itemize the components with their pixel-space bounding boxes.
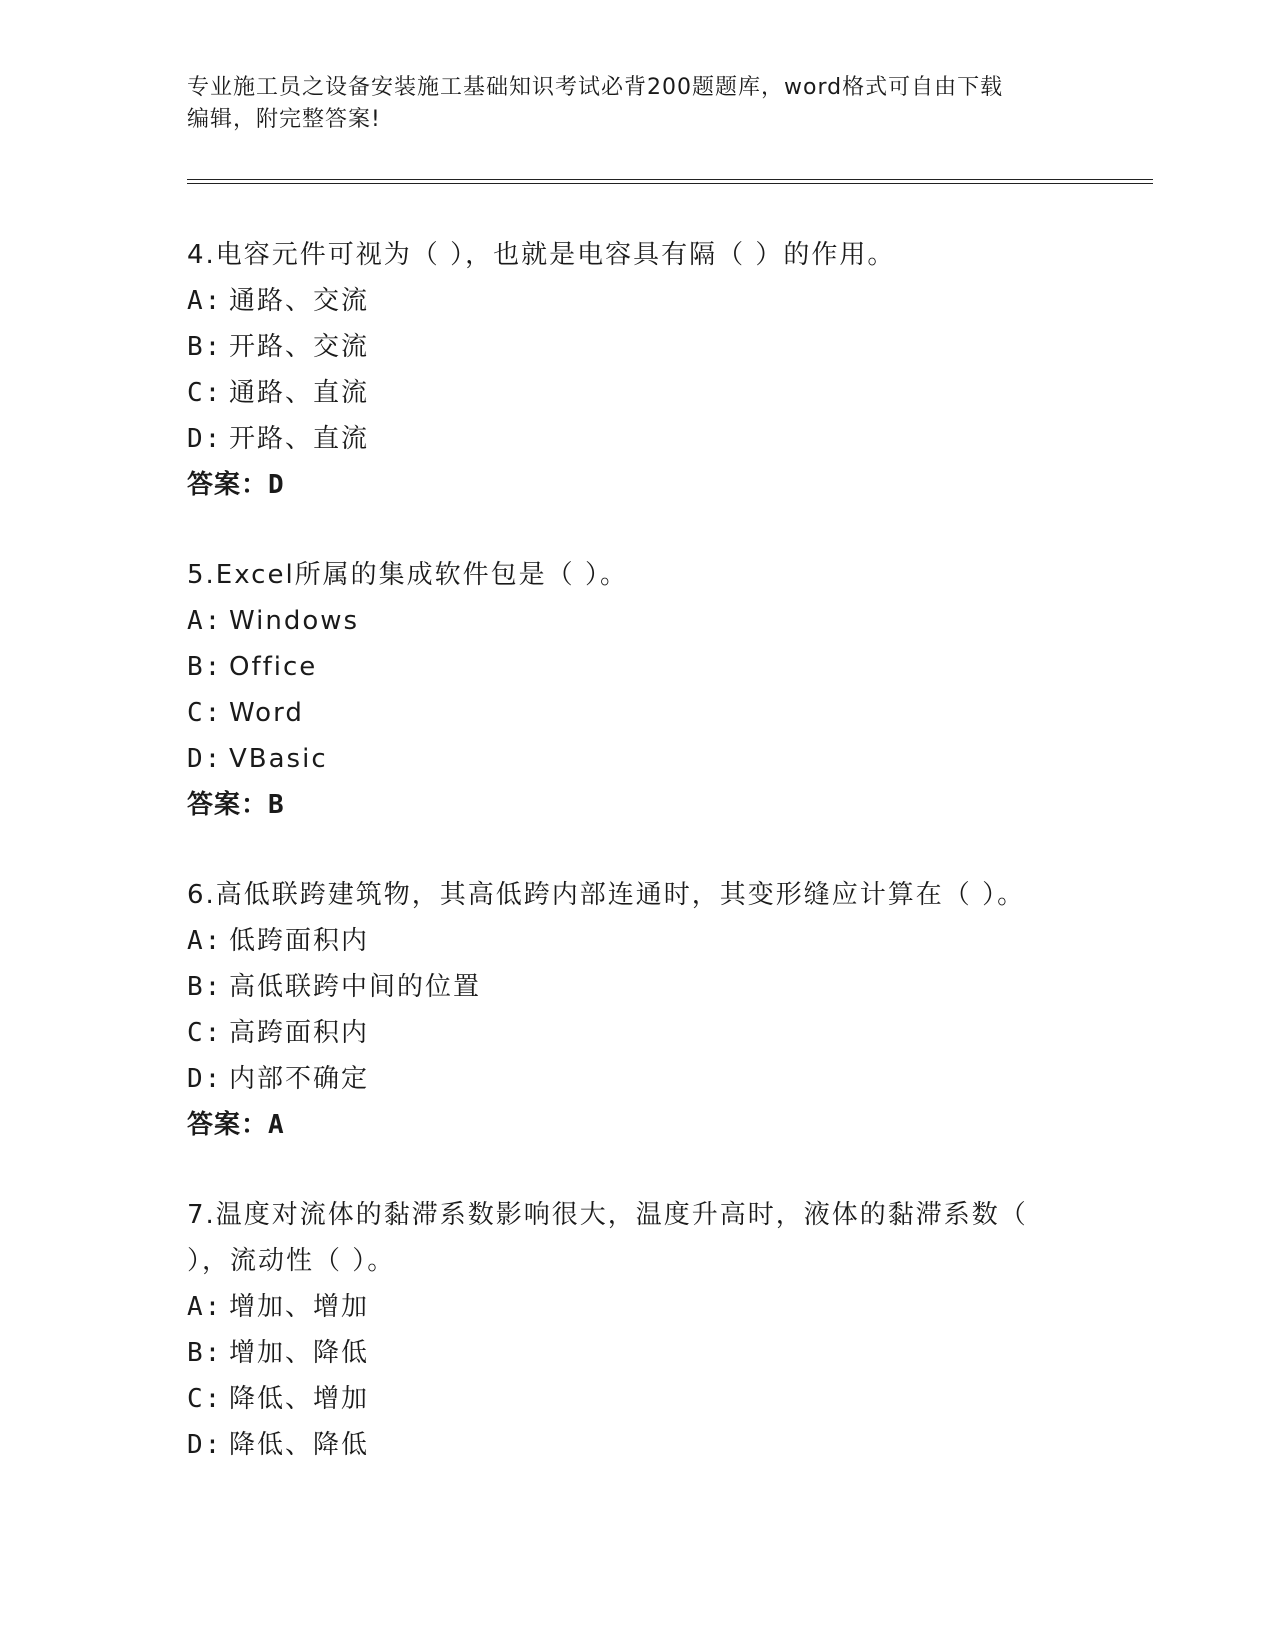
option-c xyxy=(187,370,1107,416)
option-text: 通路、交流 xyxy=(229,286,370,316)
option-key: A: xyxy=(187,1292,223,1322)
option-key: C: xyxy=(187,378,223,408)
option-text: 开路、交流 xyxy=(229,332,370,362)
option-text: 内部不确定 xyxy=(229,1064,370,1094)
option-key: D: xyxy=(187,1430,223,1460)
answer-label: 答案： xyxy=(187,470,269,500)
answer-line xyxy=(187,462,1107,508)
option-a xyxy=(187,1284,1107,1330)
option-text: 通路、直流 xyxy=(229,378,370,408)
question-stem: 6.高低联跨建筑物，其高低跨内部连通时，其变形缝应计算在（ ）。 xyxy=(187,880,1026,910)
header-line-2: 编辑，附完整答案! xyxy=(187,107,381,132)
option-key: B: xyxy=(187,1338,223,1368)
option-text: Office xyxy=(229,652,318,682)
option-d xyxy=(187,736,1107,782)
option-key: C: xyxy=(187,1018,223,1048)
option-key: A: xyxy=(187,606,223,636)
option-key: D: xyxy=(187,744,223,774)
option-text: Word xyxy=(229,698,304,728)
header-divider-top xyxy=(187,179,1153,180)
option-text: 降低、降低 xyxy=(229,1430,370,1460)
question-5 xyxy=(187,552,1107,828)
option-key: A: xyxy=(187,926,223,956)
option-text: Windows xyxy=(229,606,360,636)
answer-line xyxy=(187,782,1107,828)
option-key: C: xyxy=(187,1384,223,1414)
option-a xyxy=(187,918,1107,964)
answer-label: 答案： xyxy=(187,1110,269,1140)
option-b xyxy=(187,1330,1107,1376)
option-key: B: xyxy=(187,652,223,682)
answer-line xyxy=(187,1102,1107,1148)
option-b xyxy=(187,644,1107,690)
option-b xyxy=(187,964,1107,1010)
answer-value: A xyxy=(268,1110,285,1140)
option-d xyxy=(187,416,1107,462)
option-text: 高跨面积内 xyxy=(229,1018,370,1048)
option-a xyxy=(187,278,1107,324)
option-b xyxy=(187,324,1107,370)
option-key: D: xyxy=(187,1064,223,1094)
option-c xyxy=(187,1376,1107,1422)
answer-value: B xyxy=(268,790,285,820)
option-key: C: xyxy=(187,698,223,728)
header-divider-bottom xyxy=(187,183,1153,184)
option-d xyxy=(187,1056,1107,1102)
question-7 xyxy=(187,1192,1107,1468)
option-c xyxy=(187,1010,1107,1056)
option-key: A: xyxy=(187,286,223,316)
answer-value: D xyxy=(268,470,285,500)
option-key: D: xyxy=(187,424,223,454)
option-text: 增加、增加 xyxy=(229,1292,370,1322)
option-text: VBasic xyxy=(229,744,328,774)
option-c xyxy=(187,690,1107,736)
question-6 xyxy=(187,872,1107,1148)
question-stem: 5.Excel所属的集成软件包是（ ）。 xyxy=(187,560,628,590)
question-stem: 4.电容元件可视为（ ），也就是电容具有隔（ ）的作用。 xyxy=(187,240,896,270)
option-text: 低跨面积内 xyxy=(229,926,370,956)
question-4 xyxy=(187,232,1107,508)
option-a xyxy=(187,598,1107,644)
option-text: 增加、降低 xyxy=(229,1338,370,1368)
option-key: B: xyxy=(187,972,223,1002)
header-line-1: 专业施工员之设备安装施工基础知识考试必背200题题库，word格式可自由下载 xyxy=(187,75,1004,100)
document-header xyxy=(187,72,1087,136)
question-stem-line-1: 7.温度对流体的黏滞系数影响很大，温度升高时，液体的黏滞系数（ xyxy=(187,1200,1028,1230)
answer-label: 答案： xyxy=(187,790,269,820)
question-stem-line-2: ），流动性（ ）。 xyxy=(187,1246,396,1276)
option-d xyxy=(187,1422,1107,1468)
option-text: 降低、增加 xyxy=(229,1384,370,1414)
option-text: 高低联跨中间的位置 xyxy=(229,972,482,1002)
option-key: B: xyxy=(187,332,223,362)
option-text: 开路、直流 xyxy=(229,424,370,454)
